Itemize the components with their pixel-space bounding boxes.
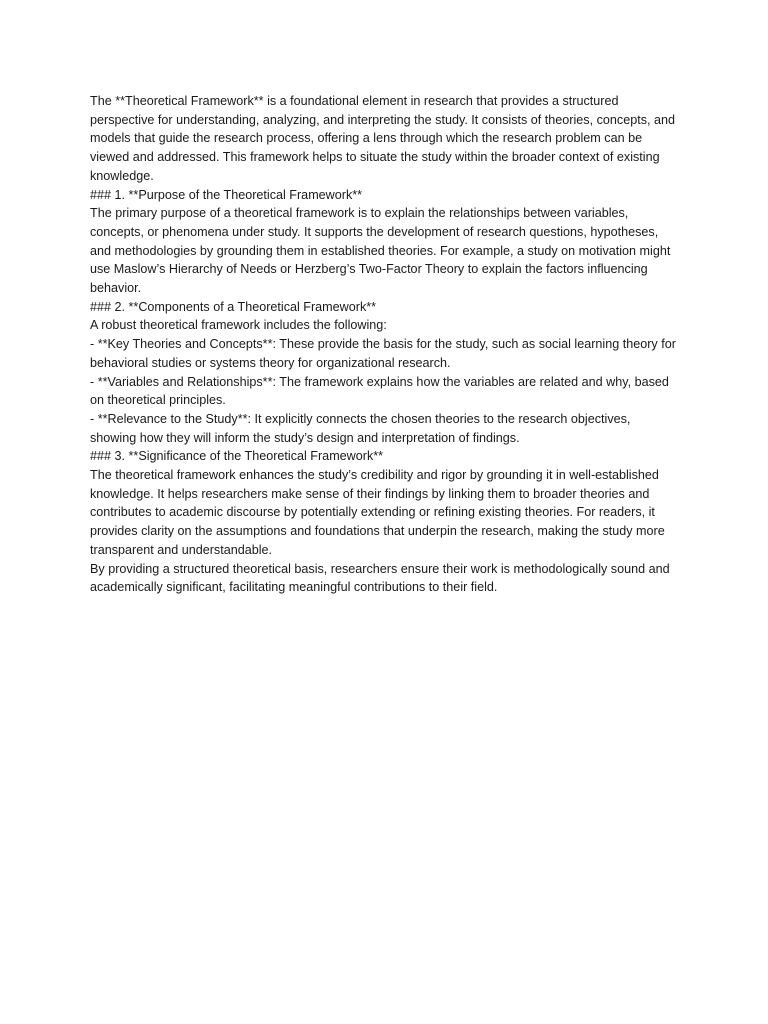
section-1-body: The primary purpose of a theoretical framework is to explain the relationships between variables, concepts, or phenomena under study. It supports the development of research questions, hypotheses, and methodologies by grounding them in established theories. For example, a study on motivation might use Maslow’s Hierarchy of Needs or Herzberg’s Two-Factor Theory to explain the factors influencing behavior. (90, 206, 671, 296)
bullet-item-variables: - **Variables and Relationships**: The framework explains how the variables are related and why, based on theoretical principles. (90, 374, 669, 408)
section-2-lead: A robust theoretical framework includes the following: (90, 318, 387, 333)
bullet-item-key-theories: - **Key Theories and Concepts**: These provide the basis for the study, such as social learning theory for behavioral studies or systems theory for organizational research. (90, 337, 676, 370)
conclusion-paragraph: By providing a structured theoretical basis, researchers ensure their work is methodologically sound and academically significant, facilitating meaningful contributions to their field. (90, 561, 670, 595)
section-1-heading: ### 1. **Purpose of the Theoretical Framework** (90, 187, 363, 202)
section-3-body: The theoretical framework enhances the study’s credibility and rigor by grounding it in well-established knowledge. It helps researchers make sense of their findings by linking them to broader theories and contributes to academic discourse by potentially extending or refining existing theories. For readers, it provides clarity on the assumptions and foundations that underpin the research, making the study more transparent and understandable. (90, 468, 665, 557)
intro-paragraph: The **Theoretical Framework** is a foundational element in research that provides a structured perspective for understanding, analyzing, and interpreting the study. It consists of theories, concepts, and models that guide the research process, offering a lens through which the research problem can be viewed and addressed. This framework helps to situate the study within the broader context of existing knowledge. (90, 94, 676, 183)
bullet-item-relevance: - **Relevance to the Study**: It explicitly connects the chosen theories to the research objectives, showing how they will inform the study’s design and interpretation of findings. (90, 411, 631, 445)
section-3-heading: ### 3. **Significance of the Theoretical Framework** (90, 449, 384, 464)
section-2-heading: ### 2. **Components of a Theoretical Framework** (90, 299, 377, 314)
document-page (90, 92, 680, 597)
